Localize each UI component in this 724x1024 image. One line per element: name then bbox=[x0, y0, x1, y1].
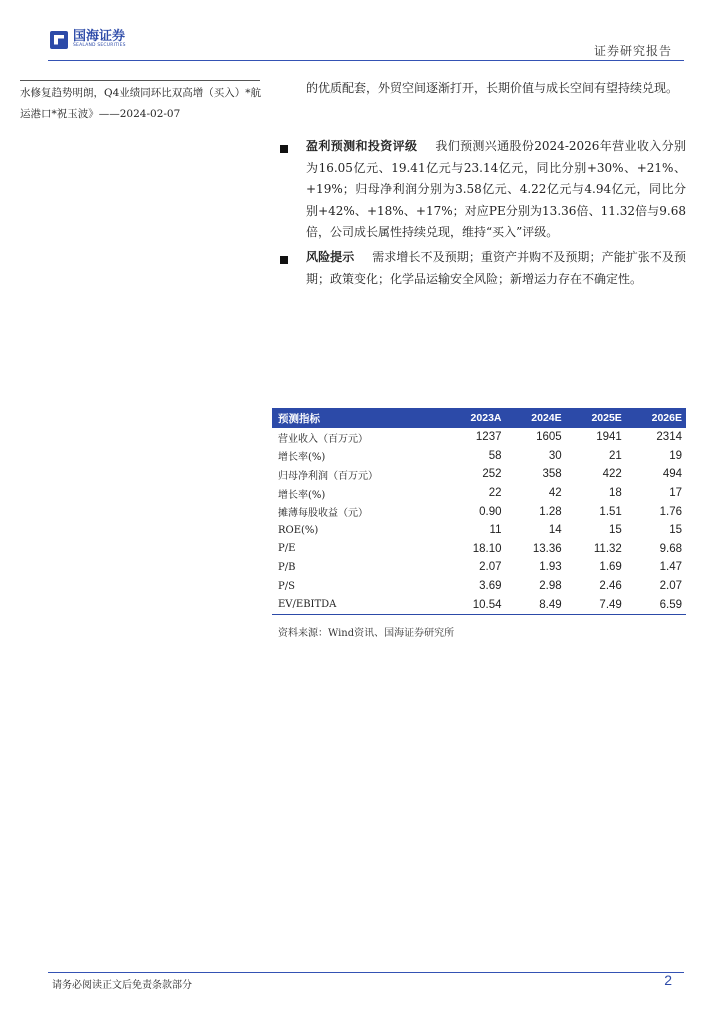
logo-mark-icon bbox=[50, 31, 68, 49]
table-cell: 42 bbox=[548, 487, 562, 500]
row-label: 摊薄每股收益（元） bbox=[278, 508, 368, 520]
table-cell: 358 bbox=[542, 468, 562, 481]
table-cell: 10.54 bbox=[444, 595, 505, 614]
risk-section bbox=[306, 247, 686, 290]
forecast-title: 盈利预测和投资评级 bbox=[306, 139, 418, 153]
table-cell: 1.93 bbox=[539, 561, 562, 574]
table-cell: 14 bbox=[548, 524, 562, 537]
table-cell: 7.49 bbox=[566, 595, 626, 614]
table-cell: 422 bbox=[602, 468, 622, 481]
table-cell: 17 bbox=[669, 487, 682, 500]
table-row bbox=[272, 577, 686, 596]
related-report-text: 水修复趋势明朗，Q4业绩同环比双高增（买入）*航运港口*祝玉波》——2024-02-07 bbox=[20, 87, 262, 120]
table-cell: 19 bbox=[669, 449, 682, 462]
table-cell: 1.47 bbox=[659, 561, 682, 574]
forecast-section bbox=[306, 136, 686, 244]
table-cell: 11 bbox=[489, 524, 502, 537]
table-cell: 1.76 bbox=[659, 505, 682, 518]
table-row bbox=[272, 447, 686, 466]
table-cell: 18 bbox=[609, 487, 622, 500]
table-cell: 11.32 bbox=[593, 542, 622, 555]
table-cell: 13.36 bbox=[532, 542, 562, 555]
table-row bbox=[272, 540, 686, 559]
table-cell: 15 bbox=[609, 524, 622, 537]
logo-en-text: SEALAND SECURITIES bbox=[73, 43, 126, 48]
table-cell: 2.07 bbox=[659, 580, 682, 593]
row-label: 增长率(%) bbox=[278, 452, 326, 464]
table-cell: 2.98 bbox=[539, 580, 562, 593]
table-cell: 1237 bbox=[475, 431, 502, 444]
table-row bbox=[272, 595, 686, 614]
table-row bbox=[272, 484, 686, 503]
table-header-cell: 2026E bbox=[626, 408, 686, 428]
table-cell: 1.69 bbox=[599, 561, 622, 574]
table-header-cell: 2023A bbox=[444, 408, 505, 428]
table-cell: 2.46 bbox=[599, 580, 622, 593]
table-cell: 6.59 bbox=[626, 595, 686, 614]
table-row bbox=[272, 428, 686, 447]
row-label: P/S bbox=[278, 580, 295, 592]
table-cell: 3.69 bbox=[479, 580, 502, 593]
table-cell: 1941 bbox=[596, 431, 622, 444]
risk-title: 风险提示 bbox=[306, 250, 355, 264]
table-cell: 21 bbox=[609, 449, 622, 462]
table-header-cell: 2024E bbox=[506, 408, 566, 428]
forecast-text: 我们预测兴通股份2024-2026年营业收入分别为16.05亿元、19.41亿元与23.14亿元，同比分别+30%、+21%、+19%；归母净利润分别为3.58亿元、4.22亿元与4.94亿元，同比分别+42%、+18%、+17%；对应PE分别为13.36倍、11.32倍与9.68倍，公司成长属性持续兑现，维持“买入”评级。 bbox=[306, 139, 686, 239]
table-row bbox=[272, 465, 686, 484]
table-row bbox=[272, 558, 686, 577]
table-cell: 18.10 bbox=[472, 542, 502, 555]
report-type-title: 证券研究报告 bbox=[593, 44, 672, 58]
table-cell: 30 bbox=[548, 449, 562, 462]
header-divider bbox=[48, 60, 684, 61]
table-row bbox=[272, 521, 686, 540]
intro-paragraph: 的优质配套，外贸空间逐渐打开，长期价值与成长空间有望持续兑现。 bbox=[306, 81, 679, 95]
table-cell: 8.49 bbox=[506, 595, 566, 614]
table-cell: 58 bbox=[488, 449, 502, 462]
table-cell: 2.07 bbox=[479, 561, 502, 574]
risk-text: 需求增长不及预期；重资产并购不及预期；产能扩张不及预期；政策变化；化学品运输安全风险；新增运力存在不确定性。 bbox=[306, 250, 686, 286]
table-cell: 9.68 bbox=[659, 542, 682, 555]
bullet-square-icon bbox=[280, 145, 288, 153]
bullet-square-icon bbox=[280, 256, 288, 264]
table-header-cell: 2025E bbox=[566, 408, 626, 428]
table-cell: 1.28 bbox=[539, 505, 562, 518]
table-header-row bbox=[272, 408, 686, 428]
row-label: ROE(%) bbox=[278, 524, 319, 536]
table-cell: 1.51 bbox=[599, 505, 622, 518]
left-divider bbox=[20, 80, 260, 81]
footer-divider bbox=[48, 972, 684, 973]
table-cell: 494 bbox=[662, 468, 682, 481]
table-source-note: 资料来源：Wind资讯、国海证券研究所 bbox=[278, 628, 455, 639]
table-header-cell: 预测指标 bbox=[272, 408, 444, 428]
row-label: P/B bbox=[278, 561, 296, 573]
table-cell: 15 bbox=[669, 524, 682, 537]
table-cell: 2314 bbox=[656, 431, 682, 444]
footer-disclaimer: 请务必阅读正文后免责条款部分 bbox=[52, 980, 192, 991]
row-label: 营业收入（百万元） bbox=[278, 433, 368, 445]
forecast-table bbox=[272, 408, 686, 615]
table-cell: 0.90 bbox=[479, 505, 502, 518]
table-cell: 1605 bbox=[536, 431, 562, 444]
logo-cn-text: 国海证券 bbox=[73, 29, 126, 44]
table-cell: 22 bbox=[488, 487, 502, 500]
row-label: P/E bbox=[278, 543, 296, 555]
table-row bbox=[272, 502, 686, 521]
row-label: 增长率(%) bbox=[278, 489, 326, 501]
table-cell: 252 bbox=[482, 468, 502, 481]
row-label: EV/EBITDA bbox=[272, 595, 444, 614]
row-label: 归母净利润（百万元） bbox=[278, 470, 378, 482]
page-number: 2 bbox=[664, 972, 672, 988]
company-logo bbox=[50, 30, 126, 49]
